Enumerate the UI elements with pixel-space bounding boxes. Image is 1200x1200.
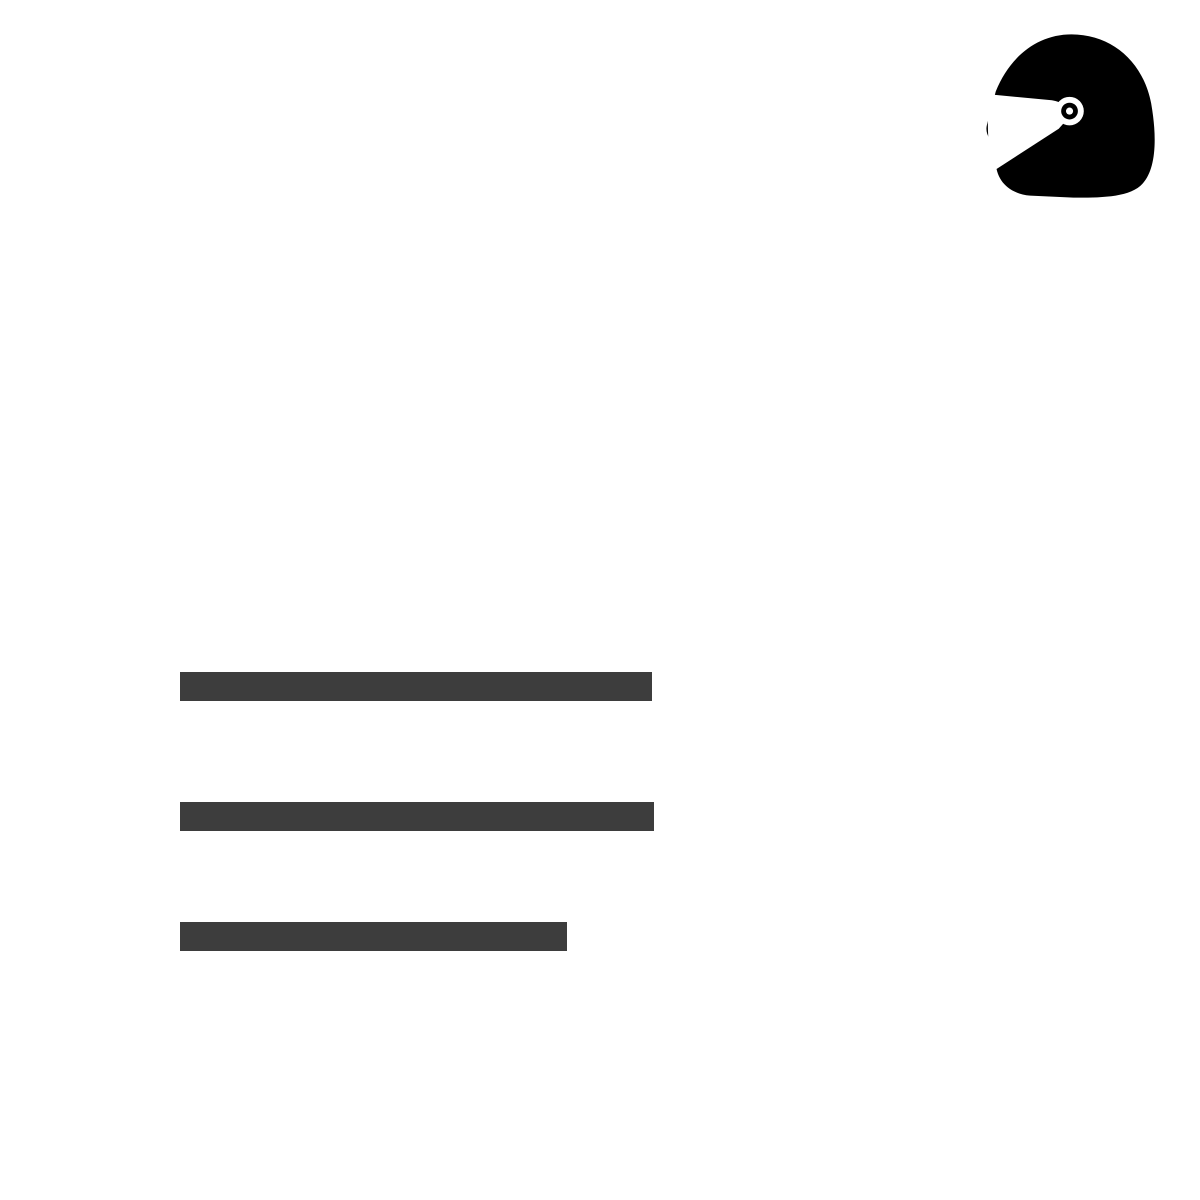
shoes-size-table xyxy=(80,672,790,792)
shoes-table-title xyxy=(180,672,652,701)
racing-helmet-icon xyxy=(983,30,1160,202)
visor-pivot-center xyxy=(1066,108,1073,115)
gloves-size-table xyxy=(80,802,790,922)
racing-helmet-svg xyxy=(983,30,1160,202)
gloves-table-title xyxy=(180,802,654,831)
helmet-size-table xyxy=(80,922,790,1162)
helmet-table-title xyxy=(180,922,567,951)
